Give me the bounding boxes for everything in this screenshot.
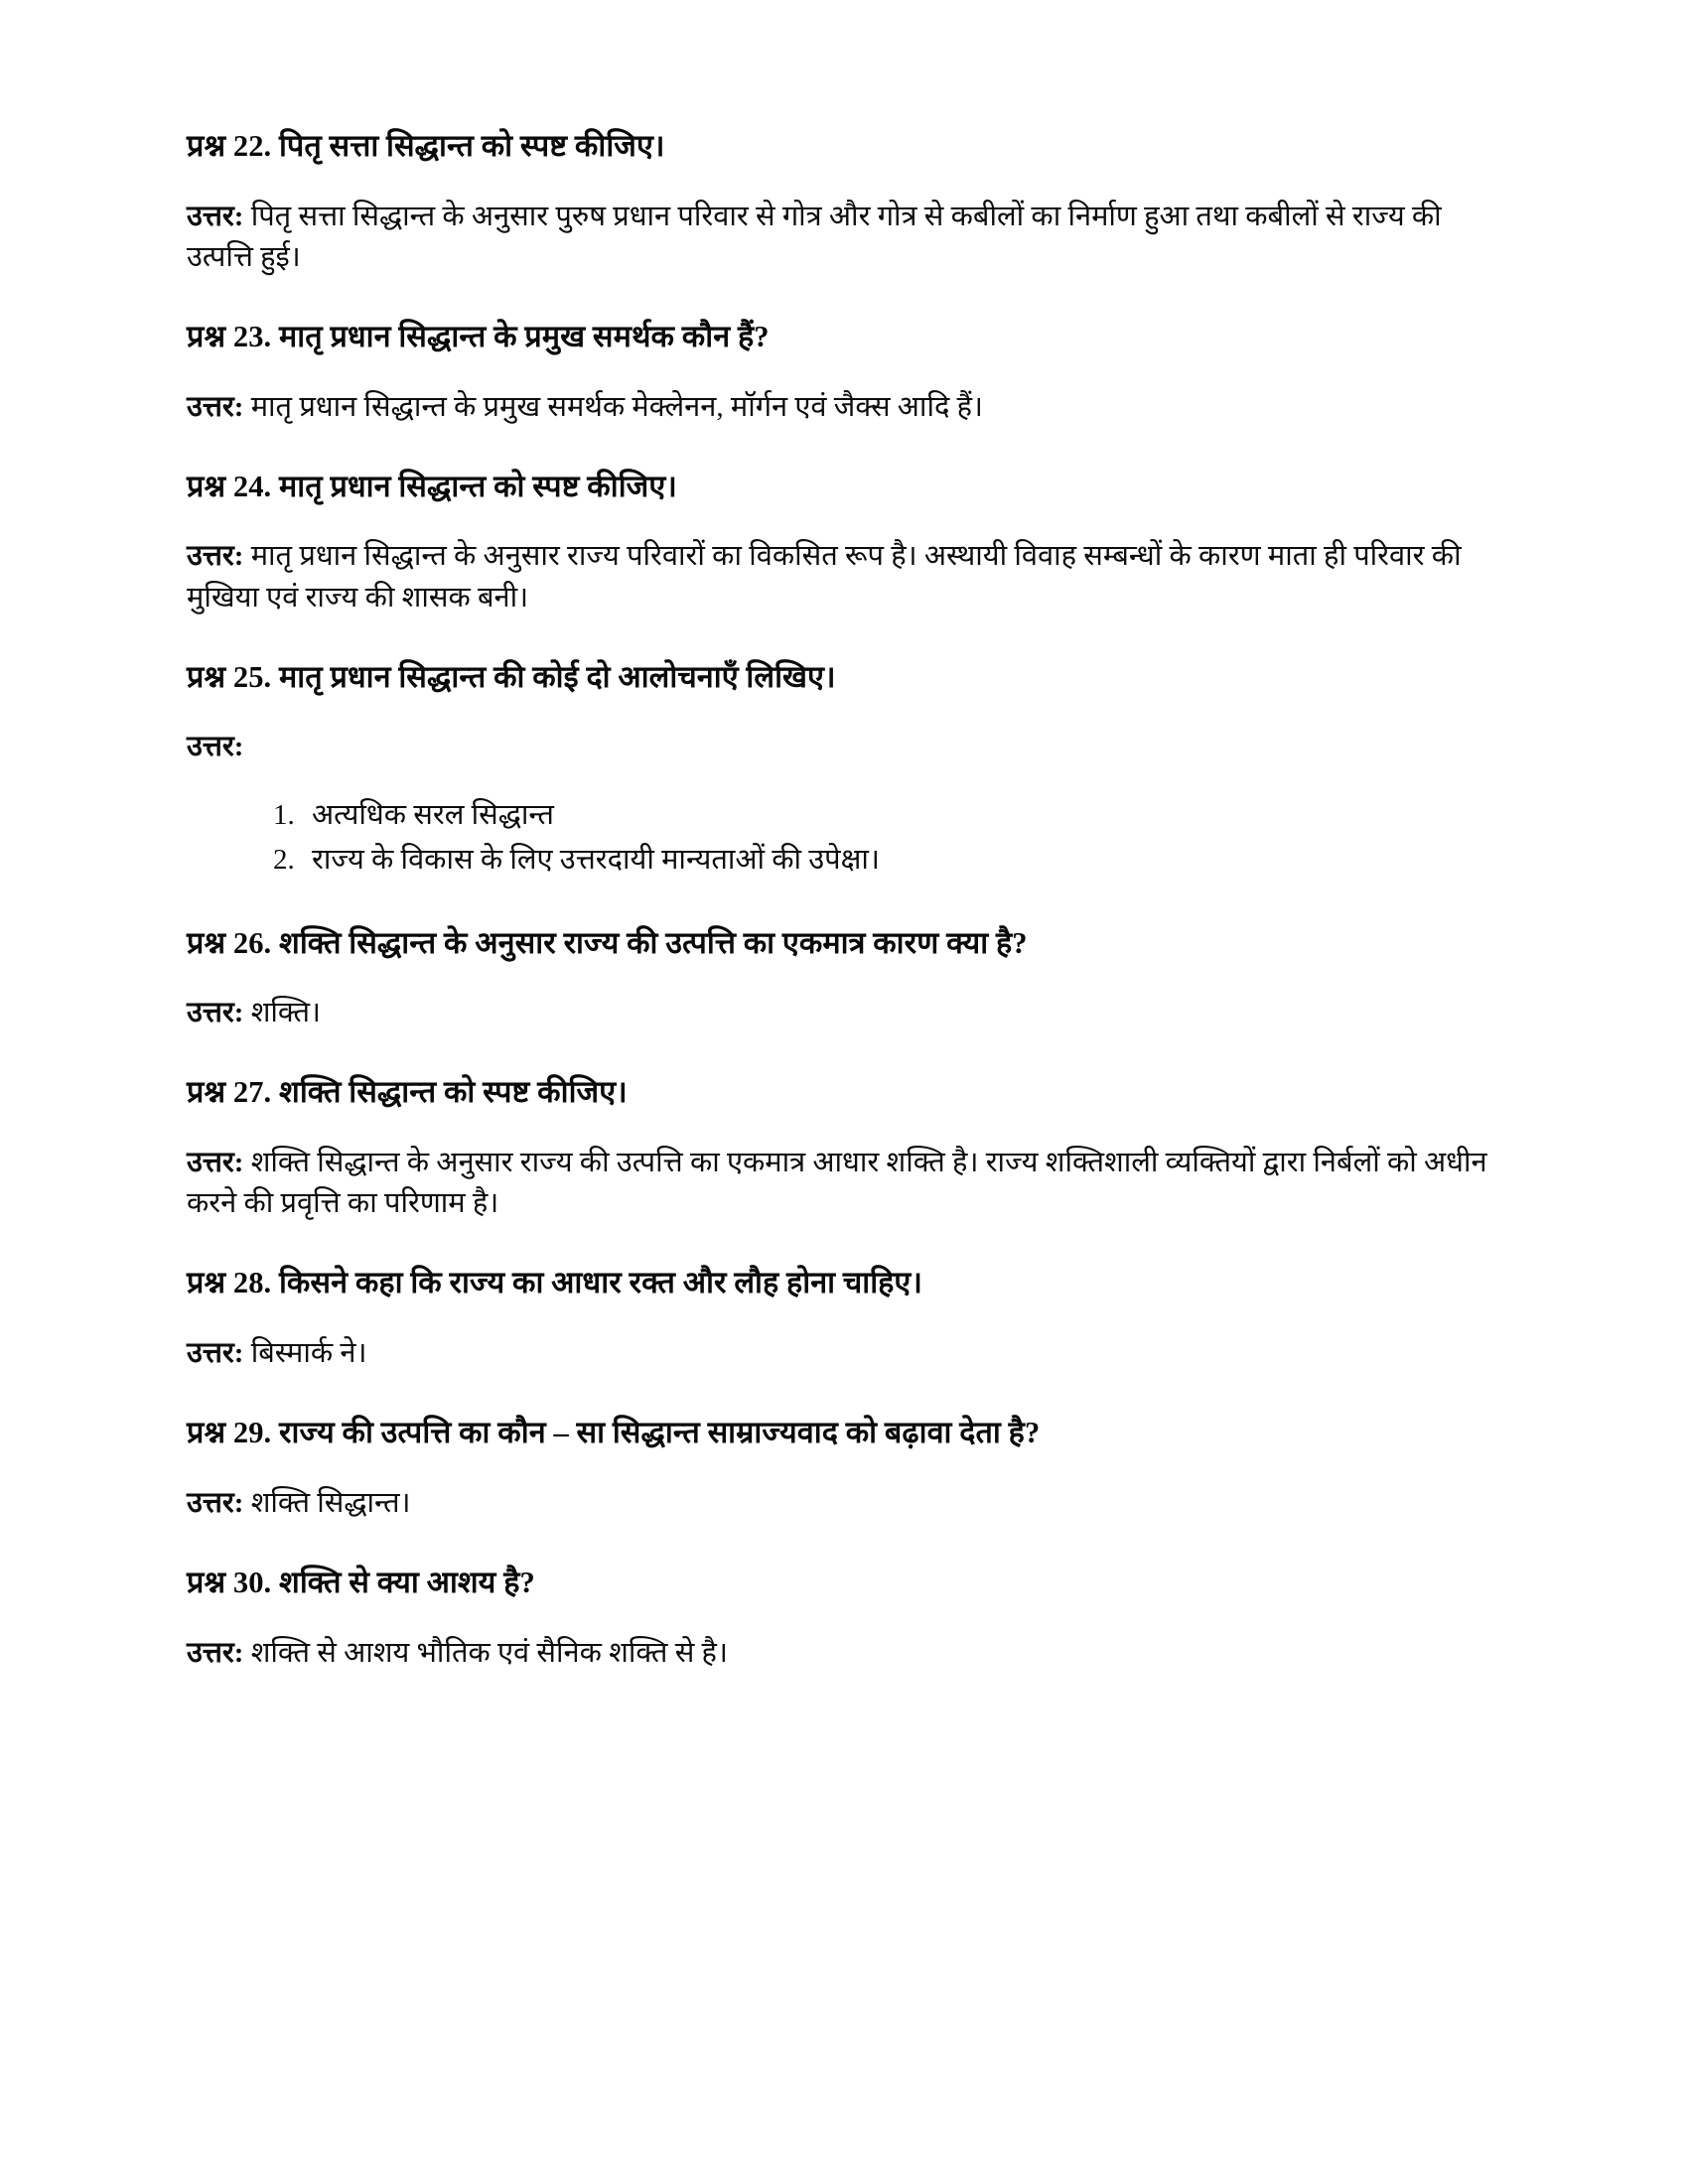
qa-block-q26	[187, 924, 1487, 1034]
answer-paragraph-q22	[187, 197, 1487, 278]
answer-paragraph-q25	[187, 727, 1487, 767]
answer-label-q26: उत्तर:	[187, 997, 244, 1029]
answer-label-q29: उत्तर:	[187, 1486, 244, 1519]
answer-text-q23: मातृ प्रधान सिद्धान्त के प्रमुख समर्थक मेक्लेनन, मॉर्गन एवं जैक्स आदि हैं।	[243, 390, 984, 423]
answer-label-q27: उत्तर:	[187, 1147, 244, 1179]
answer-label-q24: उत्तर:	[187, 540, 244, 573]
answer-label-q28: उत्तर:	[187, 1337, 244, 1370]
spacer	[187, 428, 1487, 468]
answer-paragraph-q26	[187, 993, 1487, 1033]
spacer	[187, 167, 1487, 197]
spacer	[187, 506, 1487, 536]
qa-block-q29	[187, 1414, 1487, 1524]
answer-text-q22: पितृ सत्ता सिद्धान्त के अनुसार पुरुष प्रधान परिवार से गोत्र और गोत्र से कबीलों का निर्माण हुआ तथा कबीलों से राज्य की उत्पत्ति हुई।	[187, 200, 1442, 273]
question-heading-q23: प्रश्न 23. मातृ प्रधान सिद्धान्त के प्रमुख समर्थक कौन हैं?	[187, 319, 770, 353]
spacer	[187, 1374, 1487, 1414]
spacer	[187, 963, 1487, 993]
question-heading-q27: प्रश्न 27. शक्ति सिद्धान्त को स्पष्ट कीजिए।	[187, 1075, 628, 1110]
list-item: 1. अत्यधिक सरल सिद्धान्त	[302, 794, 1487, 838]
answer-paragraph-q30	[187, 1633, 1487, 1674]
spacer	[187, 618, 1487, 658]
answer-label-q22: उत्तर:	[187, 200, 244, 232]
answer-list-q25	[187, 794, 1487, 883]
spacer	[187, 357, 1487, 387]
question-heading-q25: प्रश्न 25. मातृ प्रधान सिद्धान्त की कोई दो आलोचनाएँ लिखिए।	[187, 659, 836, 694]
answer-label-q23: उत्तर:	[187, 390, 244, 423]
qa-block-q22	[187, 127, 1487, 278]
qa-block-q23	[187, 318, 1487, 428]
answer-text-q29: शक्ति सिद्धान्त।	[243, 1486, 411, 1519]
document-content	[187, 127, 1487, 1674]
spacer	[187, 1524, 1487, 1564]
question-heading-q30: प्रश्न 30. शक्ति से क्या आशय है?	[187, 1566, 535, 1600]
spacer	[187, 697, 1487, 727]
qa-block-q28	[187, 1264, 1487, 1374]
question-heading-q22: प्रश्न 22. पितृ सत्ता सिद्धान्त को स्पष्ट कीजिए।	[187, 129, 665, 163]
spacer	[187, 1453, 1487, 1483]
answer-text-q28: बिस्मार्क ने।	[243, 1337, 367, 1370]
spacer	[187, 1303, 1487, 1333]
spacer	[187, 278, 1487, 318]
answer-paragraph-q24	[187, 536, 1487, 617]
answer-text-q24: मातृ प्रधान सिद्धान्त के अनुसार राज्य परिवारों का विकसित रूप है। अस्थायी विवाह सम्बन्धों के कारण माता ही परिवार की मुखिया एवं राज्य की शासक बनी।	[187, 540, 1462, 614]
question-heading-q26: प्रश्न 26. शक्ति सिद्धान्त के अनुसार राज्य की उत्पत्ति का एकमात्र कारण क्या है?	[187, 925, 1028, 960]
question-heading-q29: प्रश्न 29. राज्य की उत्पत्ति का कौन – सा सिद्धान्त साम्राज्यवाद को बढ़ावा देता है?	[187, 1416, 1041, 1450]
spacer	[187, 1603, 1487, 1633]
question-heading-q28: प्रश्न 28. किसने कहा कि राज्य का आधार रक्त और लौह होना चाहिए।	[187, 1266, 923, 1300]
qa-block-q24	[187, 468, 1487, 618]
answer-text-q26: शक्ति।	[243, 997, 321, 1029]
answer-paragraph-q29	[187, 1483, 1487, 1524]
qa-block-q25	[187, 658, 1487, 883]
answer-text-q27: शक्ति सिद्धान्त के अनुसार राज्य की उत्पत्ति का एकमात्र आधार शक्ति है। राज्य शक्तिशाली व्यक्तियों द्वारा निर्बलों को अधीन करने की प्रवृत्ति का परिणाम है।	[187, 1147, 1487, 1220]
spacer	[187, 1113, 1487, 1143]
answer-text-q30: शक्ति से आशय भौतिक एवं सैनिक शक्ति से है।	[243, 1636, 728, 1669]
spacer	[187, 1224, 1487, 1264]
qa-block-q27	[187, 1073, 1487, 1224]
answer-label-q30: उत्तर:	[187, 1636, 244, 1669]
answer-paragraph-q27	[187, 1143, 1487, 1224]
spacer	[187, 1033, 1487, 1073]
qa-block-q30	[187, 1564, 1487, 1674]
answer-paragraph-q28	[187, 1333, 1487, 1374]
question-heading-q24: प्रश्न 24. मातृ प्रधान सिद्धान्त को स्पष्ट कीजिए।	[187, 469, 677, 503]
list-item: 2. राज्य के विकास के लिए उत्तरदायी मान्यताओं की उपेक्षा।	[302, 839, 1487, 883]
spacer	[187, 885, 1487, 924]
answer-label-q25: उत्तर:	[187, 731, 244, 763]
answer-paragraph-q23	[187, 387, 1487, 428]
